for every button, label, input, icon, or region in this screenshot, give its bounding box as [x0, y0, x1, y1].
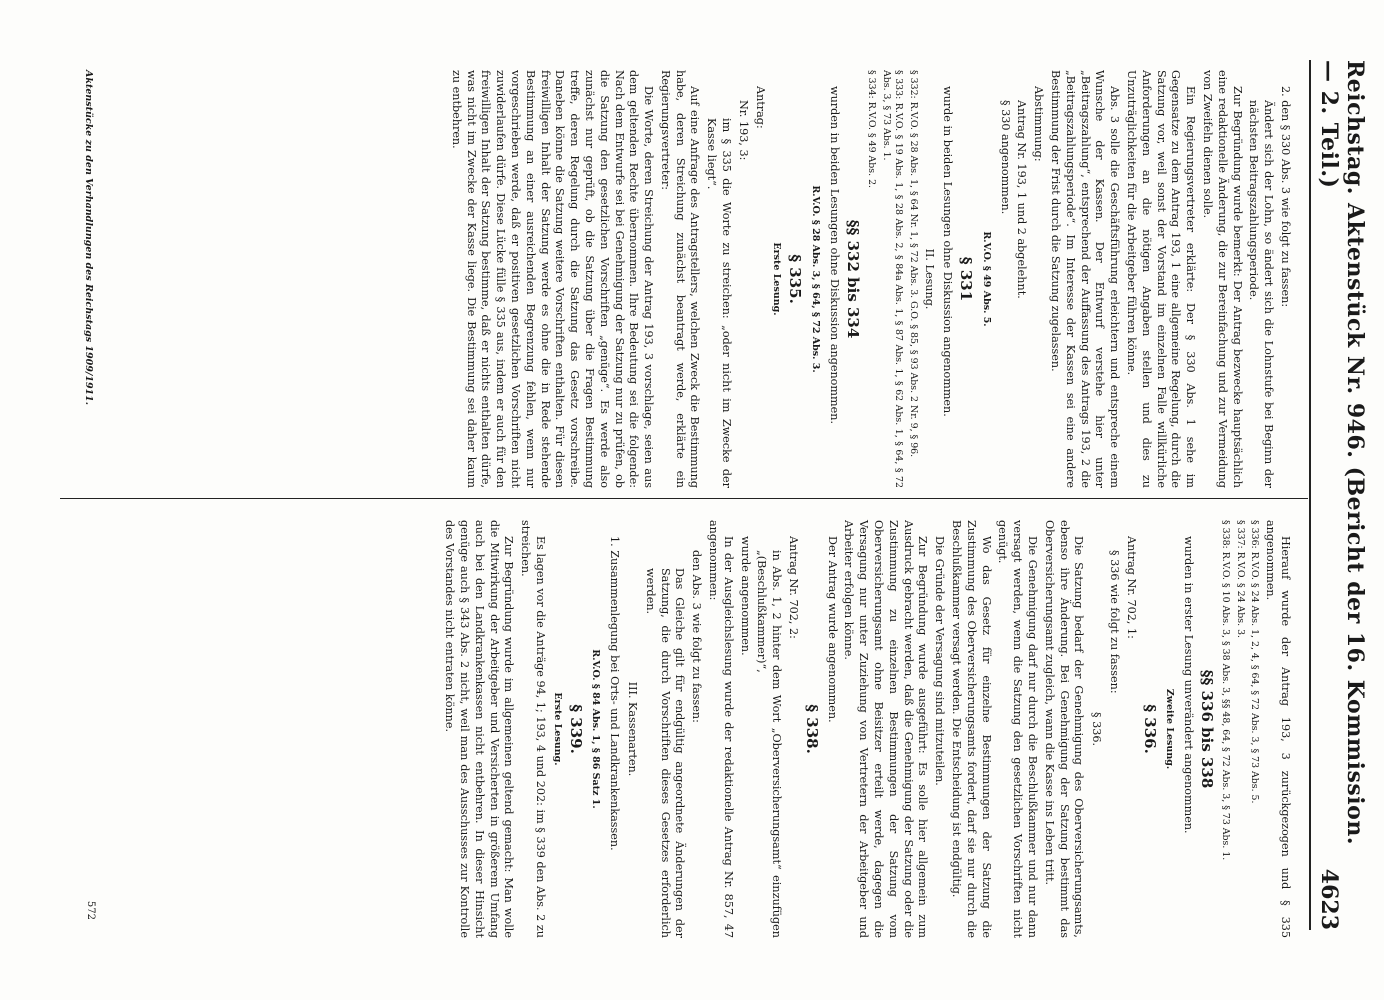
- page-number: 4623: [1316, 868, 1342, 930]
- right-reference-note: R.V.O. § 84 Abs. 1, § 86 Satz 1.: [590, 649, 602, 809]
- left-section-heading: § 335.: [786, 254, 805, 304]
- left-reference-note: Erste Lesung.: [771, 242, 783, 316]
- left-paragraph: Zur Begründung wurde bemerkt: Der Antrag bezwecke hauptsächlich eine redaktionelle Änderung, die zur Bereinfachung und zur Vermeidung von Zweifeln dienen solle.: [1201, 70, 1244, 488]
- right-paragraph: In der Ausgleichslesung wurde der redaktionelle Antrag Nr. 857, 47 angenommen:: [707, 520, 735, 938]
- left-paragraph: Abstimmung:: [1032, 86, 1046, 162]
- left-column: [446, 70, 1292, 488]
- left-paragraph: Nr. 193, 3:: [736, 100, 750, 161]
- left-paragraph: Antrag Nr. 193, 1 und 2 abgelehnt.: [1015, 100, 1029, 299]
- right-paragraph: wurden in erster Lesung unverändert angenommen.: [1182, 536, 1196, 834]
- right-paragraph: Der Antrag wurde angenommen.: [825, 536, 839, 723]
- footer-page-number: 572: [85, 900, 96, 920]
- right-paragraph: Zur Begründung wurde im allgemeinen geltend gemacht: Man wolle die Mitwirkung der Arbeitgeber und Versicherten in größerem Umfang auch bei den Landkrankenkassen nicht entbehren. In dieser Hinsicht genüge auch § 343 Abs. 2 nicht, weil man des Ausschusses zur Kontrolle des Vorstandes nicht entraten könne.: [443, 520, 516, 938]
- right-paragraph: den Abs. 3 wie folgt zu fassen:: [690, 550, 704, 723]
- left-paragraph: Abs. 3 solle die Geschäftsführung erleichtern und entspreche einem Wunsche der Kassen. Der Entwurf verstehe hier unter „Beitragszahlung“, entsprechend der Auffassung des Antrags 193, 2 die „Beitragszahlungsperiode“. Im Interesse der Kassen sei eine andere Bestimmung der Frist durch die Satzung zugelassen.: [1049, 70, 1122, 488]
- right-paragraph: Das Gleiche gilt für endgültig angeordnete Änderungen der Satzung, die durch Vorschriften dieses Gesetzes erforderlich werden.: [643, 568, 687, 938]
- left-paragraph: 2. den § 330 Abs. 3 wie folgt zu fassen:: [1279, 86, 1292, 308]
- column-divider: [60, 498, 1308, 499]
- left-paragraph: § 330 angenommen.: [998, 100, 1012, 215]
- left-reference-note: R.V.O. § 49 Abs. 5.: [980, 231, 992, 327]
- page-title: Reichstag. Aktenstück Nr. 946. (Bericht der 16. Kommission. — 2. Teil.): [1316, 60, 1368, 845]
- right-paragraph: Die Gründe der Versagung sind mitzuteilen.: [933, 536, 947, 786]
- right-reference-note: Erste Lesung.: [551, 692, 563, 766]
- left-paragraph: wurden in beiden Lesungen ohne Diskussion angenommen.: [827, 86, 841, 425]
- right-paragraph: Zur Begründung wurde ausgeführt: Es solle hier allgemein zum Ausdruck gebracht werden, daß die Genehmigung der Satzung oder die Zustimmung zu einzelnen Bestimmungen der Satzung vom Oberversicherungsamt ohne Beisitzer erteilt werde, dagegen die Versagung nur unter Zuziehung von Vertretern der Arbeitgeber und Arbeiter erfolgen könne.: [842, 520, 930, 938]
- right-paragraph: Es lagen vor die Anträge 94, 1; 193, 4 und 202: im § 339 den Abs. 2 zu streichen.: [519, 520, 548, 938]
- left-paragraph: Antrag:: [753, 86, 767, 129]
- left-paragraph: Auf eine Anfrage des Antragstellers, welchen Zweck die Bestimmung habe, deren Streichung zunächst beantragt werde, erklärte ein Regierungsvertreter:: [658, 70, 702, 488]
- left-paragraph: Ändert sich der Lohn, so ändert sich die Lohnstufe bei Beginn der nächsten Beitragszahlungsperiode.: [1247, 100, 1276, 488]
- page-header: [1316, 60, 1368, 930]
- right-paragraph: § 336: R.V.O. § 24 Abs. 1, 2, 4, § 64, § 72 Abs. 3, § 73 Abs. 5.: [1249, 520, 1261, 804]
- header-rule: [1309, 60, 1311, 930]
- right-paragraph: wurde angenommen.: [738, 536, 752, 656]
- footer-source: Aktenstücke zu den Verhandlungen des Reichstags 1909/1911.: [83, 70, 94, 406]
- right-section-heading: § 338.: [802, 704, 821, 754]
- right-paragraph: § 338: R.V.O. § 10 Abs. 3, § 38 Abs. 3, §§ 48, 64, § 72 Abs. 3, § 73 Abs. 1.: [1220, 520, 1232, 861]
- right-column: [439, 520, 1292, 938]
- left-section-heading: § 331: [957, 256, 976, 302]
- right-paragraph: § 336.: [1090, 711, 1104, 747]
- left-paragraph: § 333: R.V.O. § 19 Abs. 1, § 28 Abs. 2, § 84a Abs. 1, § 87 Abs. 1, § 62 Abs. 1, § 64, § 72 Abs. 3, § 73 Abs. 1.: [880, 70, 905, 488]
- right-paragraph: Wo das Gesetz für einzelne Bestimmungen der Satzung die Zustimmung des Oberversicherungsamts fordert, darf sie nur durch die Beschlußkammer versagt werden. Die Entscheidung ist endgültig.: [949, 520, 993, 938]
- right-section-heading: §§ 336 bis 338: [1197, 669, 1216, 789]
- right-paragraph: III. Kassenarten.: [626, 681, 640, 777]
- right-section-heading: § 339.: [566, 704, 585, 754]
- right-paragraph: Die Genehmigung darf nur durch die Beschlußkammer und nur dann versagt werden, wenn die Satzung den gesetzlichen Vorschriften nicht genügt.: [996, 520, 1039, 938]
- left-paragraph: Ein Regierungsvertreter erklärte: Der § 330 Abs. 1 sehe im Gegensatze zu dem Antrag 193, 1 eine allgemeine Regelung, durch die Satzung vor, weil sonst der Vorstand im einzelnen Falle willkürliche Anforderungen an die nötigen Angaben stellen und dies zu Unzuträglichkeiten für die Arbeitgeber führen könne.: [1125, 70, 1198, 488]
- right-paragraph: § 337: R.V.O. § 24 Abs. 3.: [1234, 520, 1246, 639]
- left-paragraph: II. Lesung.: [923, 248, 937, 310]
- right-paragraph: 1. Zusammenlegung bei Orts- und Landkrankenkassen.: [608, 536, 622, 851]
- left-paragraph: § 332: R.V.O. § 28 Abs. 1, § 64 Nr. 1, § 72 Abs. 3. G.O. § 85, § 93 Abs. 2 Nr. 9, § 96.: [907, 70, 919, 458]
- right-paragraph: in Abs. 1, 2 hinter dem Wort „Oberversicherungsamt“ einzufügen „(Beschlußkammer)“,: [755, 550, 784, 938]
- right-paragraph: Antrag Nr. 702, 2:: [786, 536, 800, 639]
- right-reference-note: Zweite Lesung.: [1164, 688, 1176, 770]
- right-paragraph: Hierauf wurde der Antrag 193, 3 zurückgezogen und § 335 angenommen.: [1264, 520, 1292, 938]
- right-paragraph: Antrag Nr. 702, 1:: [1124, 536, 1138, 639]
- left-paragraph: Die Worte, deren Streichung der Antrag 193, 3 vorschlage, seien aus dem geltenden Rechte übernommen. Ihre Bedeutung sei die folgende: Nach dem Entwurfe sei bei Genehmigung der Satzung nur zu prüfen, ob die Satzung den gesetzlichen Vorschriften „genüge“. Es werde also zunächst nur geprüft, ob die Satzung über die Fragen Bestimmung treffe, deren Regelung durch die Satzung das Gesetz vorschreibe. Daneben könne die Satzung weitere Vorschriften enthalten. Für diesen freiwilligen Inhalt der Satzung werde es ohne die in Rede stehende Bestimmung an einer ausreichenden Begrenzung fehlen, wenn nur vorgeschrieben werde, daß er positiven gesetzlichen Vorschriften nicht zuwiderlaufen dürfe. Diese Lücke fülle § 335 aus, indem er auch für den freiwilligen Inhalt der Satzung bestimme, daß er nichts enthalten dürfe, was nicht im Zwecke der Kasse liege. Die Bestimmung sei daher kaum zu entbehren.: [449, 70, 656, 488]
- left-paragraph: § 334: R.V.O. § 49 Abs. 2.: [866, 70, 878, 189]
- right-paragraph: § 336 wie folgt zu fassen:: [1107, 550, 1121, 694]
- right-paragraph: Die Satzung bedarf der Genehmigung des Oberversicherungsamts, ebenso ihre Änderung. Bei Genehmigung der Satzung bestimmt das Oberversicherungsamt zugleich, wann die Kasse ins Leben tritt.: [1042, 520, 1086, 938]
- left-reference-note: R.V.O. § 28 Abs. 3, § 64, § 72 Abs. 3.: [810, 185, 822, 373]
- left-section-heading: §§ 332 bis 334: [843, 219, 862, 339]
- left-paragraph: wurde in beiden Lesungen ohne Diskussion angenommen.: [941, 86, 955, 417]
- left-paragraph: im § 335 die Worte zu streichen: „oder nicht im Zwecke der Kasse liegt“.: [705, 118, 734, 488]
- right-section-heading: § 336.: [1140, 704, 1159, 754]
